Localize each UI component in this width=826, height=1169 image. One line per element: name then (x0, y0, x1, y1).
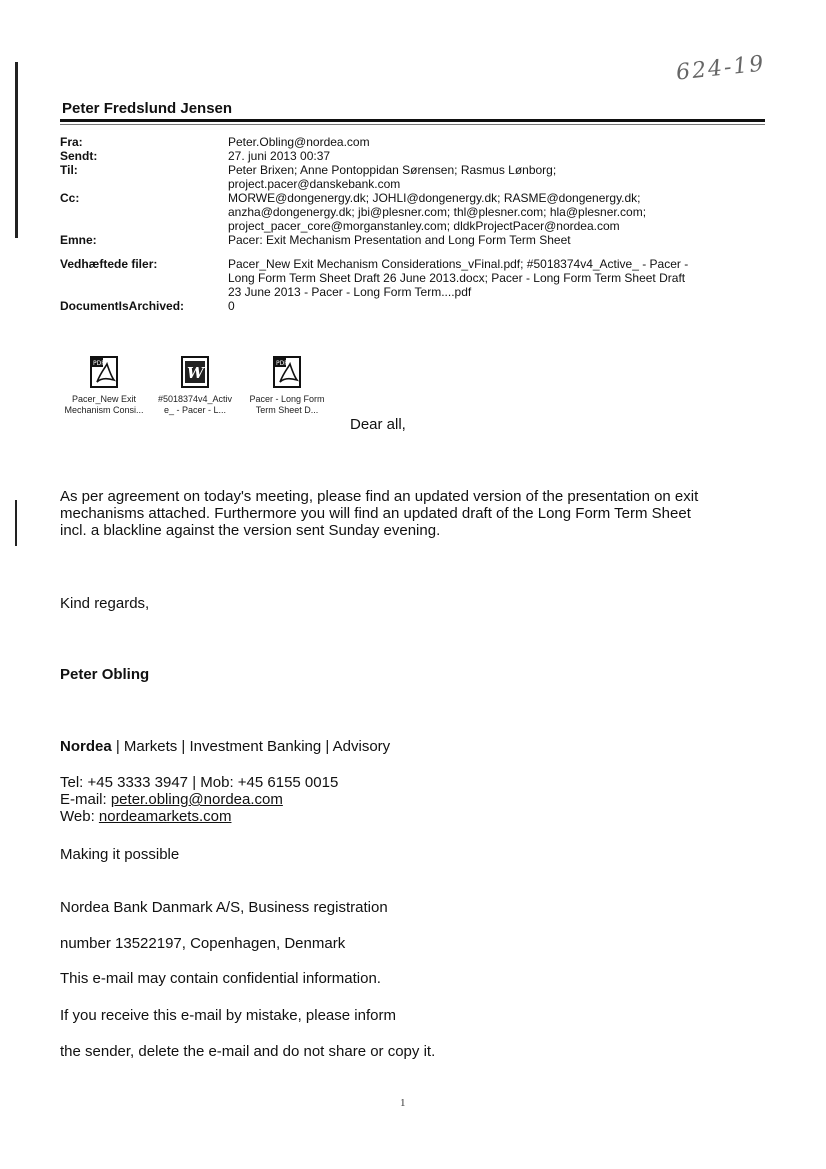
attachment-name-line: Mechanism Consi... (64, 405, 144, 415)
signature-divisions: | Markets | Investment Banking | Advisory (111, 738, 391, 755)
mailbox-owner: Peter Fredslund Jensen (62, 100, 233, 117)
signature-contact (60, 774, 770, 825)
sent-label: Sendt: (60, 149, 98, 163)
attachments-line: Long Form Term Sheet Draft 26 June 2013.docx; Pacer - Long Form Term Sheet Draft (228, 271, 686, 285)
to-value (228, 163, 765, 191)
attachment-name-line: Pacer_New Exit (71, 394, 137, 404)
scan-margin-mark-1 (15, 62, 18, 238)
web-link[interactable]: nordeamarkets.com (98, 808, 232, 825)
signature-email-line (60, 791, 770, 808)
subject-value: Pacer: Exit Mechanism Presentation and Long Form Term Sheet (228, 233, 571, 247)
attachment-name-line: e_ - Pacer - L... (163, 405, 227, 415)
header-archived-row (60, 299, 765, 313)
body-paragraph (60, 488, 770, 539)
cc-value (228, 191, 765, 233)
signature-web-line (60, 808, 770, 825)
email-label: E-mail: (60, 791, 111, 808)
cc-line: anzha@dongenergy.dk; jbi@plesner.com; thl@plesner.com; hla@plesner.com; (228, 205, 647, 219)
body-line: incl. a blackline against the version sent Sunday evening. (60, 522, 441, 539)
from-value: Peter.Obling@nordea.com (228, 135, 370, 149)
signature-company: Nordea (60, 738, 112, 755)
attachment-name-line: #5018374v4_Activ (157, 394, 233, 404)
cc-label: Cc: (60, 191, 80, 205)
pdf-file-icon (89, 356, 119, 388)
disclaimer-line: This e-mail may contain confidential information. (60, 970, 381, 987)
legal-line: number 13522197, Copenhagen, Denmark (60, 935, 346, 952)
email-header (60, 135, 765, 313)
disclaimer-line: If you receive this e-mail by mistake, please inform (60, 1007, 396, 1024)
body-line: As per agreement on today's meeting, please find an updated version of the presentation on exit (60, 488, 699, 505)
greeting: Dear all, (350, 416, 406, 433)
signature-tagline: Making it possible (60, 846, 180, 863)
header-sent-row (60, 149, 765, 163)
legal-line: Nordea Bank Danmark A/S, Business registration (60, 899, 388, 916)
word-file-icon (180, 356, 210, 388)
header-rule-thin (60, 124, 765, 125)
svg-text:PDF: PDF (276, 360, 288, 367)
header-from-row (60, 135, 765, 149)
cc-line: MORWE@dongenergy.dk; JOHLI@dongenergy.dk; RASME@dongenergy.dk; (228, 191, 641, 205)
attachments-line: 23 June 2013 - Pacer - Long Form Term....pdf (228, 285, 472, 299)
signature-phone: Tel: +45 3333 3947 | Mob: +45 6155 0015 (60, 774, 339, 791)
header-subject-row (60, 233, 765, 247)
closing: Kind regards, (60, 595, 150, 612)
svg-text:PDF: PDF (93, 360, 105, 367)
attachments-value (228, 257, 765, 299)
archived-value: 0 (228, 299, 235, 313)
disclaimer-line: the sender, delete the e-mail and do not share or copy it. (60, 1043, 436, 1060)
sender-name: Peter Obling (60, 666, 150, 683)
header-to-row (60, 163, 765, 191)
attachments-label: Vedhæftede filer: (60, 257, 158, 271)
from-label: Fra: (60, 135, 83, 149)
archived-label: DocumentIsArchived: (60, 299, 185, 313)
subject-label: Emne: (60, 233, 97, 247)
attachment-list (58, 356, 351, 416)
attachment-item[interactable] (240, 356, 334, 416)
header-cc-row (60, 191, 765, 233)
signature-company-line (60, 738, 770, 755)
to-label: Til: (60, 163, 78, 177)
attachment-item[interactable] (58, 356, 150, 416)
to-line: project.pacer@danskebank.com (228, 177, 401, 191)
sent-value: 27. juni 2013 00:37 (228, 149, 331, 163)
attachment-item[interactable] (150, 356, 240, 416)
web-label: Web: (60, 808, 99, 825)
svg-text:W: W (187, 364, 204, 382)
attachment-name-line: Pacer - Long Form (249, 394, 325, 404)
body-line: mechanisms attached. Furthermore you will find an updated draft of the Long Form Term Sheet (60, 505, 691, 522)
pdf-file-icon (272, 356, 302, 388)
attachments-line: Pacer_New Exit Mechanism Considerations_vFinal.pdf; #5018374v4_Active_ - Pacer - (228, 257, 689, 271)
to-line: Peter Brixen; Anne Pontoppidan Sørensen; Rasmus Lønborg; (228, 163, 557, 177)
header-rule (60, 119, 765, 122)
attachment-name-line: Term Sheet D... (255, 405, 319, 415)
email-link[interactable]: peter.obling@nordea.com (110, 791, 283, 808)
cc-line: project_pacer_core@morganstanley.com; dldkProjectPacer@nordea.com (228, 219, 620, 233)
handwritten-note: 624-19 (674, 51, 767, 86)
page-number: 1 (400, 1097, 406, 1109)
scan-margin-mark-2 (15, 500, 17, 546)
header-attachments-row (60, 257, 765, 299)
